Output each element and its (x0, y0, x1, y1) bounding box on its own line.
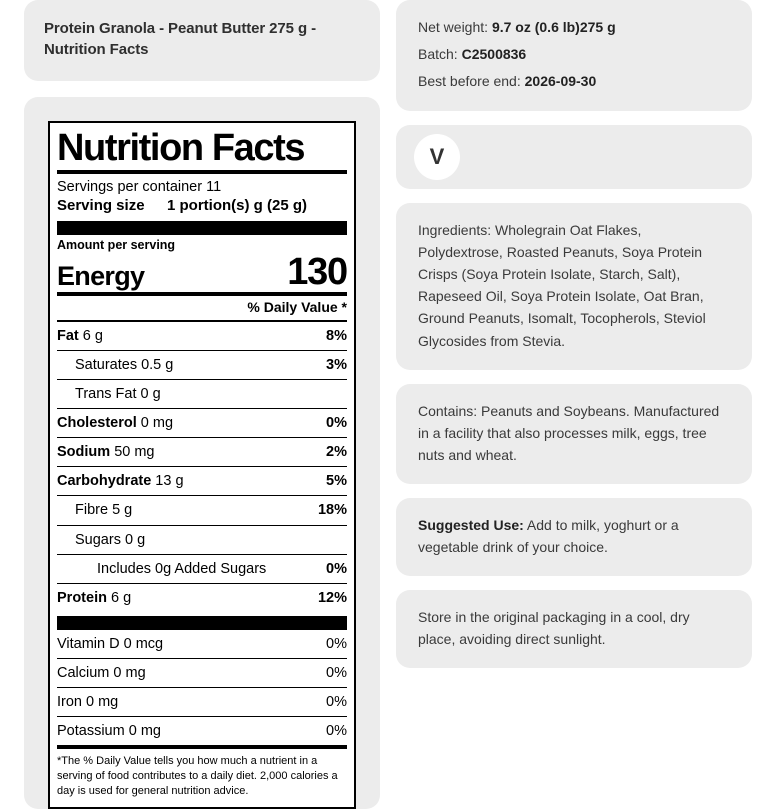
best-before-label: Best before end: (418, 73, 521, 89)
vitamin-daily-value: 0% (326, 694, 347, 711)
net-weight-value: 9.7 oz (0.6 lb)275 g (491, 19, 616, 35)
nutrient-daily-value: 8% (326, 327, 347, 344)
nutrient-rows (57, 320, 347, 612)
serving-size-value: 1 portion(s) g (25 g) (167, 197, 307, 215)
nutrition-facts-heading: Nutrition Facts (57, 126, 305, 169)
vitamin-name: Calcium 0 mg (57, 665, 146, 682)
nutrient-row (57, 379, 347, 408)
serving-size-row (57, 198, 347, 217)
ingredients-text: Ingredients: Wholegrain Oat Flakes, Polydextrose, Roasted Peanuts, Soya Protein Crisps (Soya Protein Isolate, Starch, Salt), Rapeseed Oil, Soya Protein Isolate, Oat Bran, Ground Peanuts, Isomalt, Tocopherols, Steviol Glycosides from Stevia. (418, 222, 706, 349)
serving-size-label: Serving size (57, 197, 145, 215)
batch-label: Batch: (418, 46, 458, 62)
nutrient-daily-value: 12% (317, 589, 347, 606)
left-column (24, 0, 380, 809)
vitamin-name: Iron 0 mg (57, 694, 119, 711)
net-weight-label: Net weight: (418, 19, 489, 35)
nutrient-name: Trans Fat 0 g (75, 385, 161, 402)
nutrition-facts-card (24, 97, 380, 809)
nutrient-daily-value: 0% (326, 560, 347, 577)
allergens-text: Contains: Peanuts and Soybeans. Manufactured in a facility that also processes milk, eggs, tree nuts and wheat. (418, 402, 720, 463)
net-weight-line (418, 14, 730, 41)
vitamin-name: Vitamin D 0 mcg (57, 635, 164, 652)
vitamin-rows (57, 630, 347, 746)
suggested-use-label: Suggested Use: (418, 516, 524, 533)
suggested-use-text: Add to milk, yoghurt or a vegetable drink of your choice. (418, 516, 679, 556)
product-title-card (24, 0, 380, 81)
nutrition-facts-panel (48, 121, 356, 809)
nutrient-daily-value: 0% (326, 415, 347, 432)
page-title: Protein Granola - Peanut Butter 275 g - Nutrition Facts (44, 20, 316, 59)
nutrient-row (57, 466, 347, 495)
vitamins-separator-bar (57, 616, 347, 630)
vitamin-name: Potassium 0 mg (57, 723, 161, 740)
servings-per-container: Servings per container 11 (57, 179, 222, 196)
nutrient-row (57, 437, 347, 466)
batch-line (418, 41, 730, 68)
product-meta-card (396, 0, 752, 111)
vitamin-daily-value: 0% (326, 635, 347, 652)
storage-card (396, 590, 752, 668)
nutrient-row (57, 408, 347, 437)
nutrient-row (57, 350, 347, 379)
vitamin-row (57, 716, 347, 745)
nutrient-row (57, 495, 347, 524)
nutrient-name: Includes 0g Added Sugars (97, 560, 267, 577)
nutrient-name: Sodium 50 mg (57, 444, 155, 461)
nutrient-row (57, 525, 347, 554)
best-before-line (418, 68, 730, 95)
nutrient-name: Fat 6 g (57, 327, 103, 344)
storage-text: Store in the original packaging in a cool, dry place, avoiding direct sunlight. (418, 609, 690, 648)
vitamin-row (57, 658, 347, 687)
nutrient-daily-value: 18% (317, 502, 347, 519)
suggested-use-card (396, 498, 752, 576)
nutrient-name: Cholesterol 0 mg (57, 415, 174, 432)
dietary-badge-card (396, 125, 752, 189)
nutrient-name: Saturates 0.5 g (75, 356, 174, 373)
ingredients-card (396, 203, 752, 370)
best-before-value: 2026-09-30 (524, 73, 597, 89)
nutrient-daily-value: 2% (326, 444, 347, 461)
batch-value: C2500836 (461, 46, 527, 62)
nutrient-name: Fibre 5 g (75, 502, 133, 519)
nutrient-daily-value: 5% (326, 473, 347, 490)
amount-separator-bar (57, 221, 347, 235)
nutrient-name: Sugars 0 g (75, 531, 146, 548)
nutrient-daily-value: 3% (326, 356, 347, 373)
vegetarian-badge-icon: V (414, 134, 460, 180)
allergens-card (396, 384, 752, 484)
daily-value-header: % Daily Value * (247, 299, 347, 316)
vitamin-daily-value: 0% (326, 665, 347, 682)
nutrient-row (57, 583, 347, 612)
amount-per-serving-label: Amount per serving (57, 238, 176, 253)
energy-value: 130 (287, 250, 347, 293)
nutrient-row (57, 554, 347, 583)
right-column (396, 0, 752, 682)
nutrient-name: Carbohydrate 13 g (57, 473, 184, 490)
energy-label: Energy (57, 261, 145, 292)
vitamin-daily-value: 0% (326, 723, 347, 740)
vitamin-row (57, 630, 347, 658)
nutrient-name: Protein 6 g (57, 589, 132, 606)
energy-row (57, 250, 347, 293)
vitamin-row (57, 687, 347, 716)
daily-value-footnote: *The % Daily Value tells you how much a nutrient in a serving of food contributes to a daily diet. 2,000 calories a day is used for general nutrition advice. (57, 745, 347, 807)
nutrient-row (57, 320, 347, 350)
